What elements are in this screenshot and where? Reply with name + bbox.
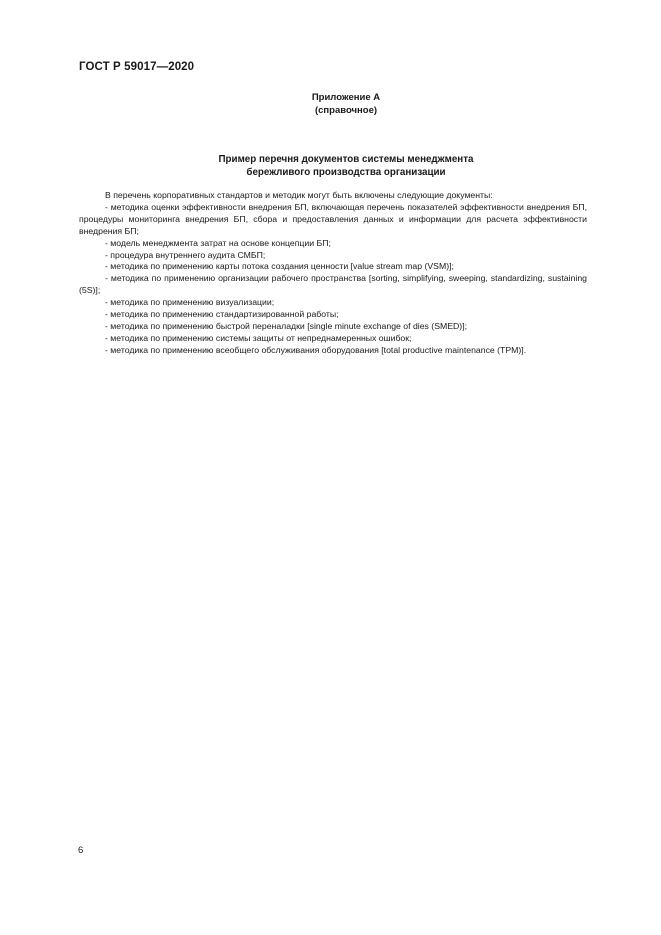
annex-title: Приложение А xyxy=(311,92,381,103)
document-title-line-2: бережливого производства организации xyxy=(246,167,446,178)
document-title-line-1: Пример перечня документов системы менеджмента xyxy=(218,154,474,165)
list-item: - методика по применению визуализации; xyxy=(105,297,275,308)
list-item: - методика по применению организации рабочего пространства [sorting, simplifying, sweeping, standardizing, sustaining (5S)]; xyxy=(79,273,587,296)
list-item: - методика по применению системы защиты от непреднамеренных ошибок; xyxy=(105,332,412,343)
annex-heading xyxy=(200,92,492,117)
list-item: - процедура внутреннего аудита СМБП; xyxy=(105,249,266,260)
list-item: - методика по применению всеобщего обслуживания оборудования [total productive maintenance (TPM)]. xyxy=(105,344,527,355)
list-item: - методика оценки эффективности внедрения БП, включающая перечень показателей эффективности внедрения БП, процедуры мониторинга внедрения БП, сбора и предоставления данных и информации для расчета эффективности внедрения БП; xyxy=(79,201,587,236)
document-title xyxy=(130,153,562,179)
page-number: 6 xyxy=(78,845,84,856)
list-item: - методика по применению стандартизированной работы; xyxy=(105,309,339,320)
body-text xyxy=(79,190,587,357)
list-item: - модель менеджмента затрат на основе концепции БП; xyxy=(105,237,331,248)
list-item: - методика по применению карты потока создания ценности [value stream map (VSM)]; xyxy=(105,261,454,272)
list-item: - методика по применению быстрой переналадки [single minute exchange of dies (SMED)]; xyxy=(105,320,468,331)
intro-paragraph: В перечень корпоративных стандартов и методик могут быть включены следующие документы: xyxy=(105,190,493,200)
annex-status: (справочное) xyxy=(314,104,378,116)
standard-code: ГОСТ Р 59017—2020 xyxy=(79,61,195,73)
